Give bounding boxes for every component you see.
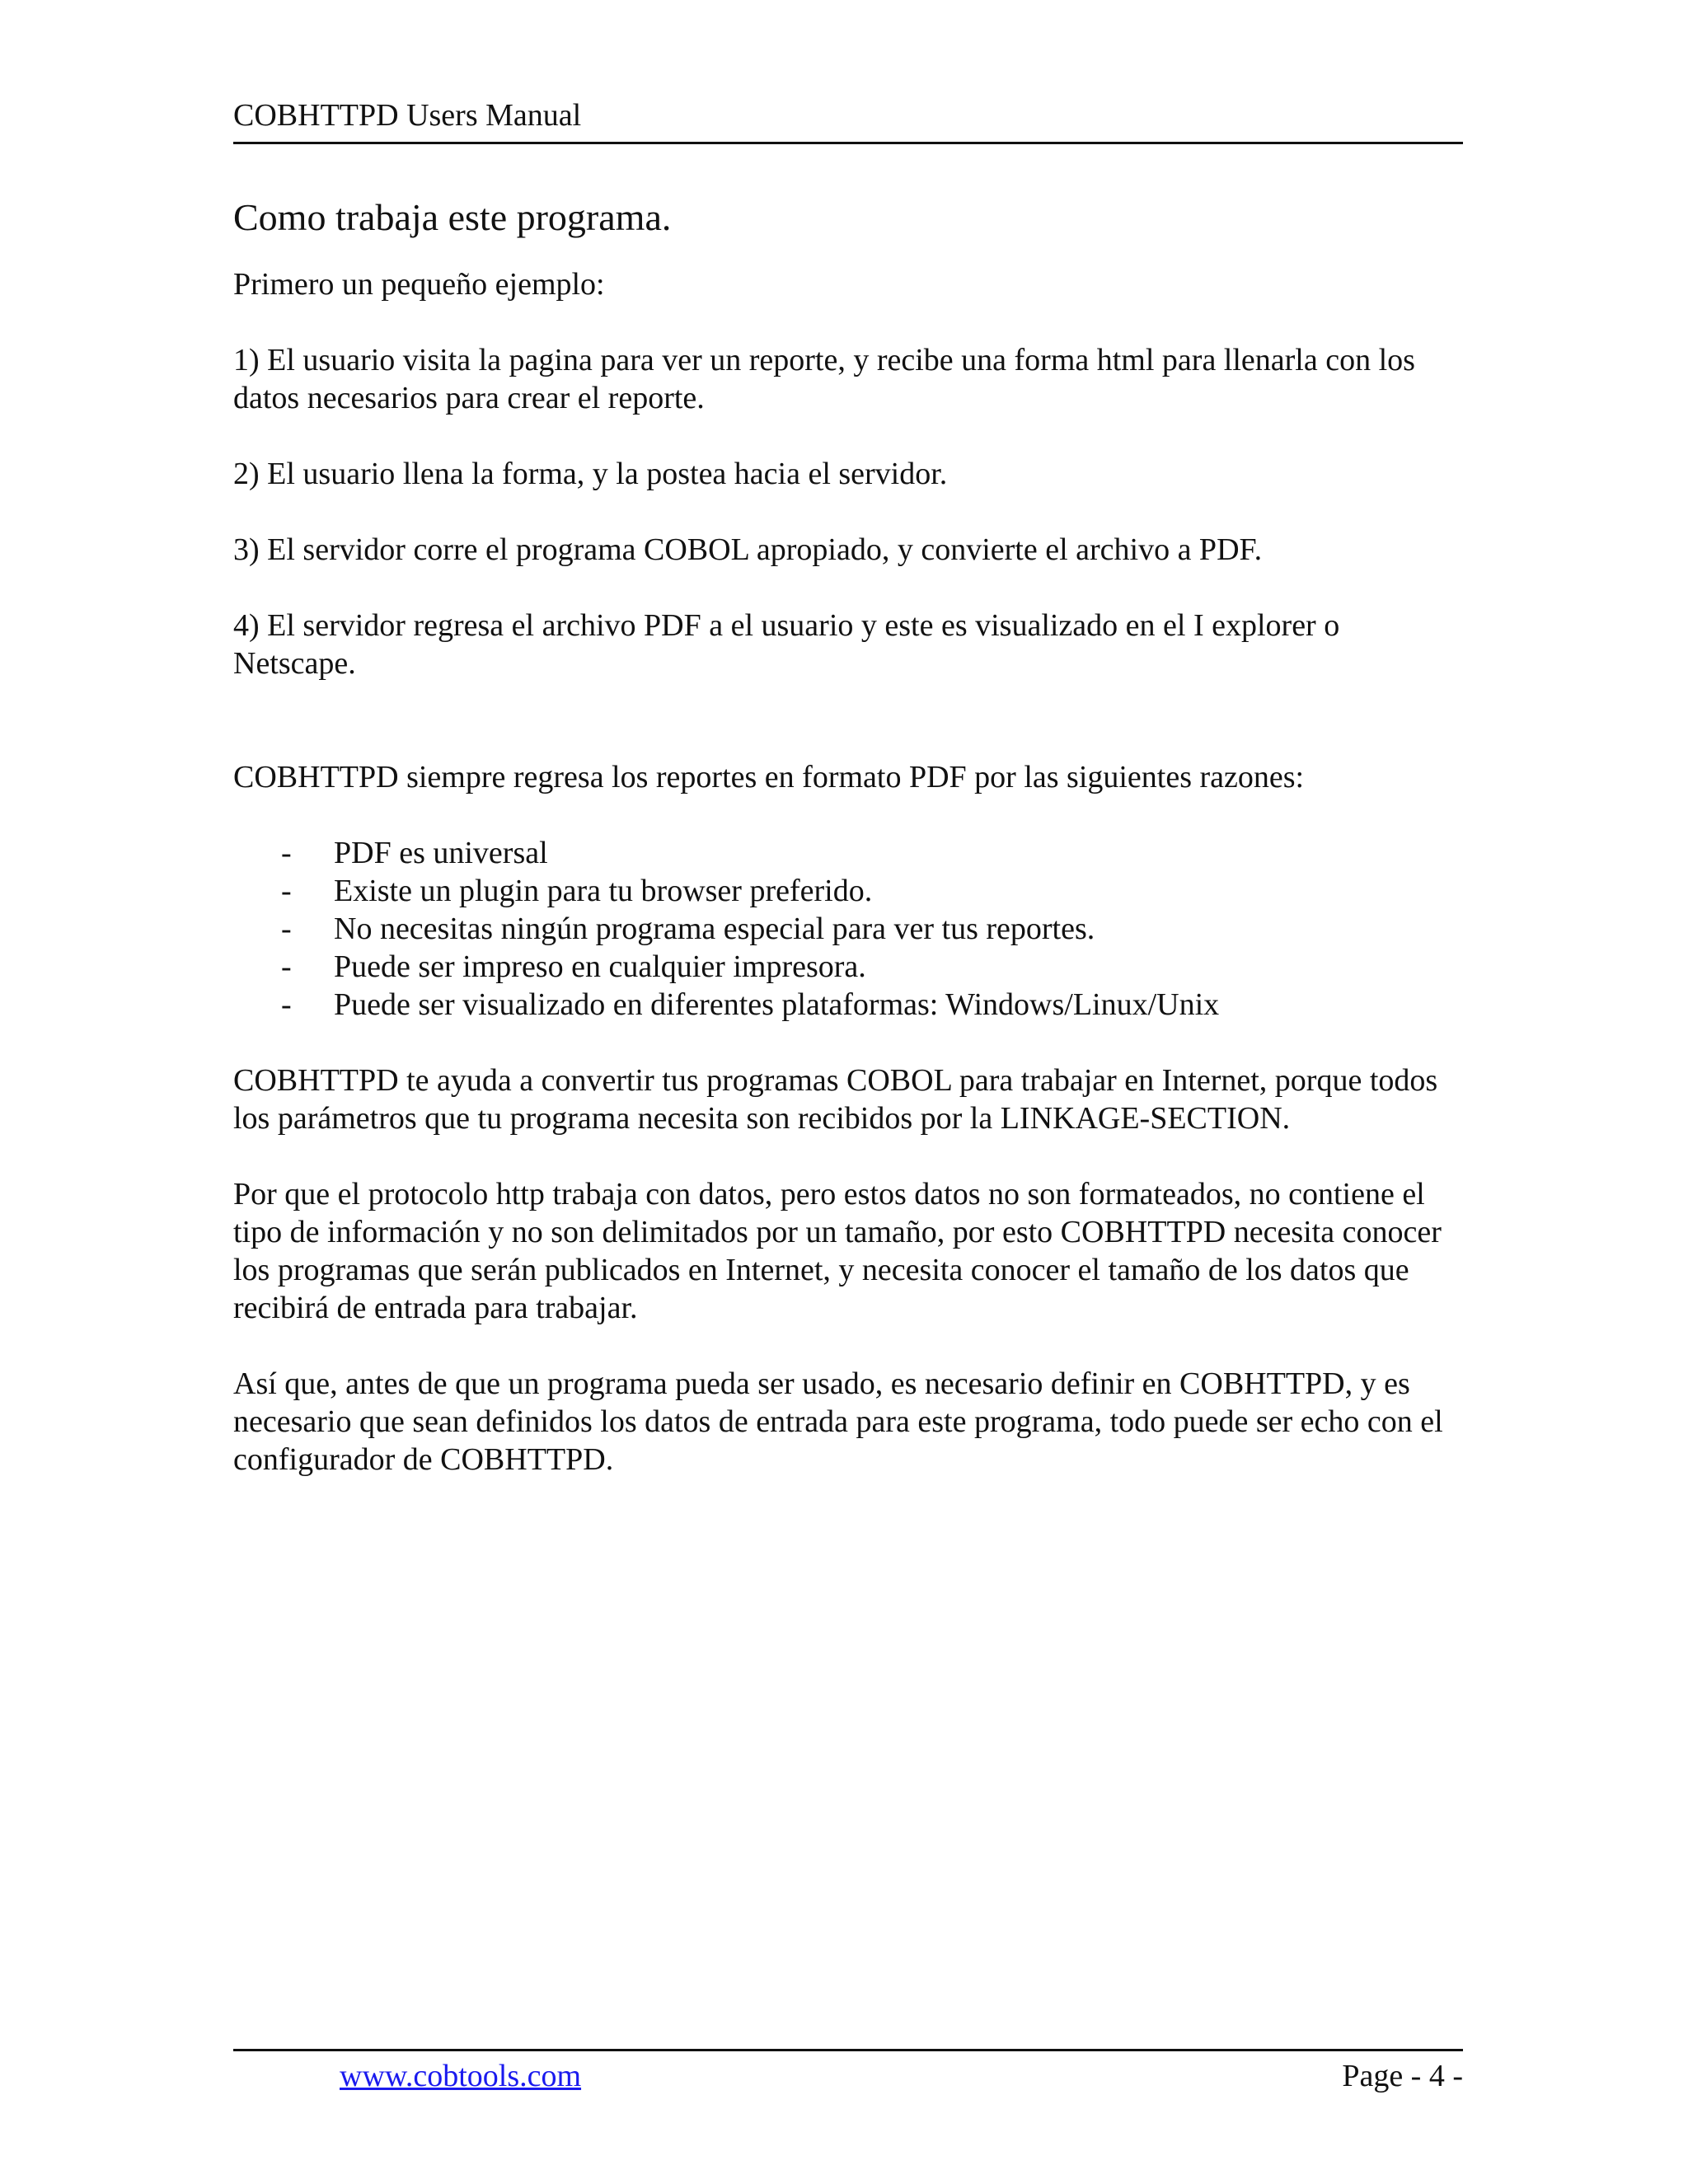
list-item-text: Puede ser visualizado en diferentes plataformas: Windows/Linux/Unix (334, 987, 1220, 1022)
page-content (233, 194, 1463, 1516)
configurator-paragraph: Así que, antes de que un programa pueda ser usado, es necesario definir en COBHTTPD, y es necesario que sean definidos los datos de entrada para este programa, todo puede ser echo con el configurador de COBHTTPD. (233, 1366, 1443, 1477)
bullet-dash: - (281, 874, 292, 908)
bullet-dash: - (281, 949, 292, 984)
list-item (233, 948, 1463, 986)
bullet-dash: - (281, 987, 292, 1022)
intro-paragraph: Primero un pequeño ejemplo: (233, 267, 605, 302)
page-footer (233, 2049, 1463, 2109)
http-paragraph: Por que el protocolo http trabaja con datos, pero estos datos no son formateados, no contiene el tipo de información y no son delimitados por un tamaño, por esto COBHTTPD necesita conocer los programas que serán publicados en Internet, y necesita conocer el tamaño de los datos que recibirá de entrada para trabajar. (233, 1177, 1442, 1325)
header-title: COBHTTPD Users Manual (233, 98, 582, 133)
list-item (233, 910, 1463, 948)
reasons-intro: COBHTTPD siempre regresa los reportes en formato PDF por las siguientes razones: (233, 760, 1305, 794)
section-title: Como trabaja este programa. (233, 196, 672, 238)
list-item-text: Puede ser impreso en cualquier impresora. (334, 949, 866, 984)
website-link[interactable]: www.cobtools.com (340, 2059, 582, 2093)
reasons-list (233, 834, 1463, 1024)
step-3: 3) El servidor corre el programa COBOL apropiado, y convierte el archivo a PDF. (233, 532, 1263, 567)
page-number: Page - 4 - (1342, 2059, 1463, 2093)
step-4: 4) El servidor regresa el archivo PDF a el usuario y este es visualizado en el I explorer o Netscape. (233, 608, 1340, 681)
bullet-dash: - (281, 912, 292, 946)
list-item-text: Existe un plugin para tu browser preferido. (334, 874, 873, 908)
bullet-dash: - (281, 836, 292, 870)
step-1: 1) El usuario visita la pagina para ver un reporte, y recibe una forma html para llenarla con los datos necesarios para crear el reporte. (233, 343, 1415, 415)
list-item (233, 872, 1463, 910)
step-2: 2) El usuario llena la forma, y la postea hacia el servidor. (233, 457, 948, 491)
list-item (233, 986, 1463, 1024)
list-item-text: No necesitas ningún programa especial para ver tus reportes. (334, 912, 1095, 946)
list-item (233, 834, 1463, 872)
linkage-paragraph: COBHTTPD te ayuda a convertir tus programas COBOL para trabajar en Internet, porque todos los parámetros que tu programa necesita son recibidos por la LINKAGE-SECTION. (233, 1063, 1438, 1136)
page-header (233, 97, 1463, 144)
list-item-text: PDF es universal (334, 836, 548, 870)
